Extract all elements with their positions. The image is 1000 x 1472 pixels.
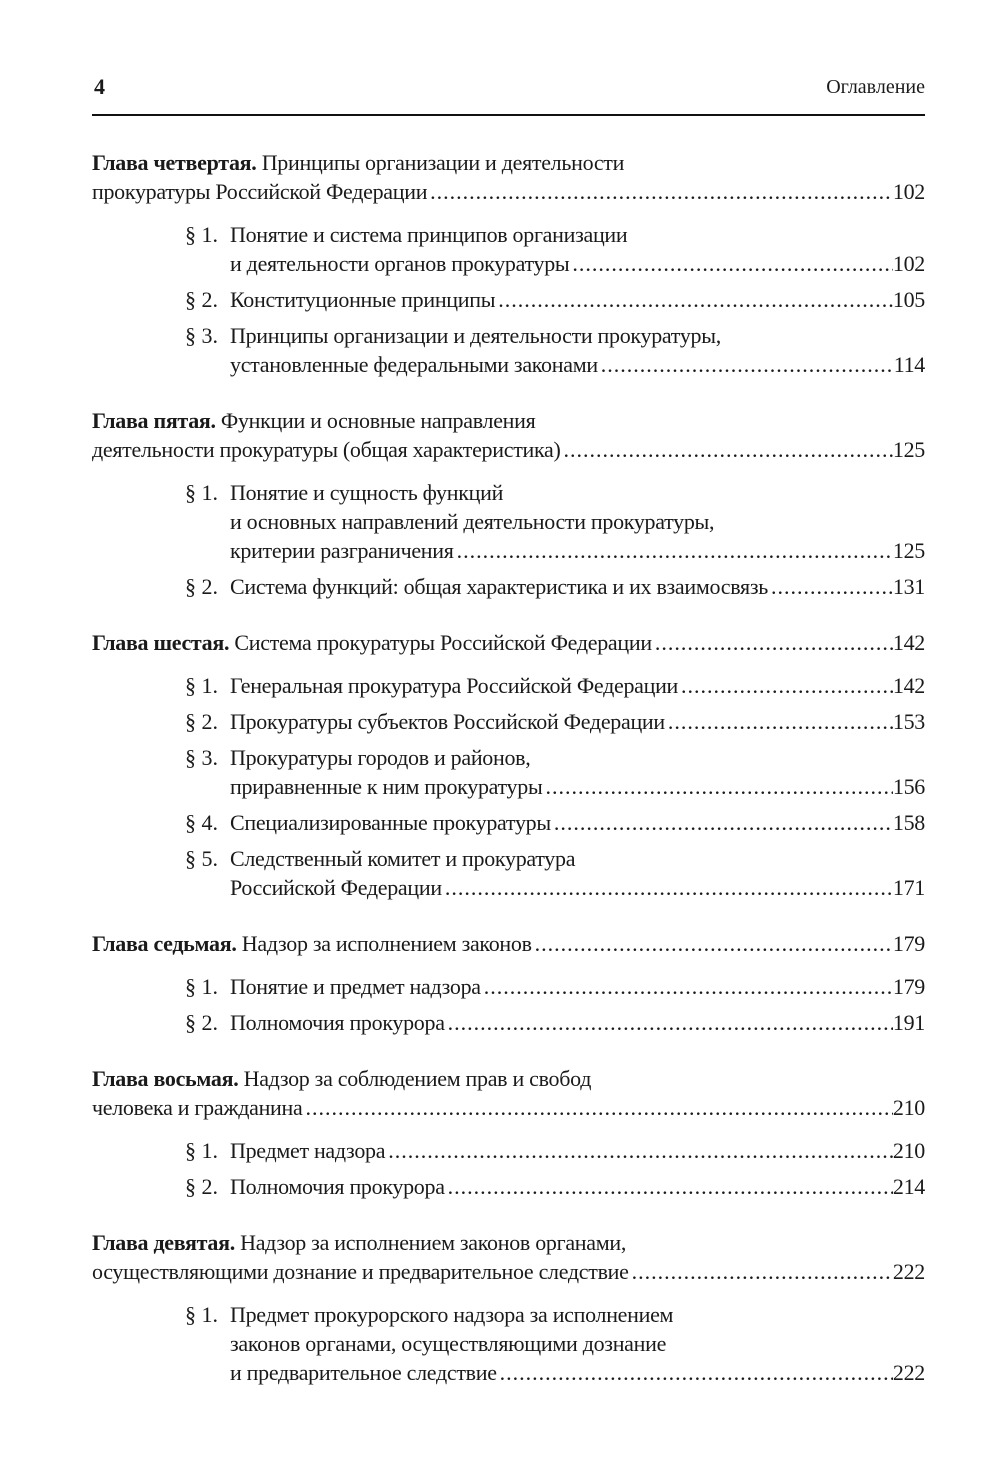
entry-line (230, 808, 925, 837)
entry-title-text: Функции и основные направления (220, 408, 536, 433)
entry-text (230, 480, 503, 505)
section-number: § 4. (185, 810, 218, 835)
entry-text (230, 808, 551, 837)
entry-line (230, 844, 925, 873)
chapter-entry (92, 929, 925, 1037)
entry-line (92, 435, 925, 464)
entry-text (230, 249, 569, 278)
running-header (92, 72, 925, 102)
page-ref: 179 (892, 931, 925, 956)
chapter-label: Глава девятая. (92, 1230, 235, 1255)
section-entry (92, 844, 925, 902)
entry-text (230, 222, 627, 247)
entry-title-text: Предмет надзора (230, 1138, 386, 1163)
entry-title-text: прокуратуры Российской Федерации (92, 179, 428, 204)
section-entry (92, 1008, 925, 1037)
entry-text (92, 1257, 629, 1286)
entry-text (92, 150, 624, 175)
entry-line (230, 873, 925, 902)
entry-text (92, 177, 427, 206)
section-entry (92, 707, 925, 736)
entry-line (230, 249, 925, 278)
section-number: § 2. (185, 1174, 218, 1199)
entry-text (92, 435, 561, 464)
entry-text (230, 1358, 497, 1387)
entry-title-text: Надзор за исполнением законов (241, 931, 532, 956)
entry-line (230, 507, 925, 536)
page-ref: 114 (893, 352, 925, 377)
entry-line (230, 536, 925, 565)
page-ref: 222 (892, 1360, 925, 1385)
entry-text (230, 745, 530, 770)
entry-title-text: Полномочия прокурора (230, 1174, 445, 1199)
dot-leader (551, 808, 893, 837)
dot-leader (497, 1358, 893, 1387)
entry-title-text: Надзор за исполнением законов органами, (240, 1230, 627, 1255)
entry-text (230, 1302, 673, 1327)
page-ref: 142 (892, 630, 925, 655)
page-ref: 125 (892, 437, 925, 462)
entry-text (92, 628, 652, 657)
entry-line (230, 772, 925, 801)
entry-text (230, 972, 481, 1001)
section-number: § 5. (185, 846, 218, 871)
entry-text (230, 707, 665, 736)
dot-leader (768, 572, 893, 601)
dot-leader (442, 873, 893, 902)
section-list (92, 972, 925, 1037)
dot-leader (302, 1093, 892, 1122)
section-number: § 2. (185, 287, 218, 312)
entry-line (230, 972, 925, 1001)
entry-title-text: Прокуратуры городов и районов, (230, 745, 531, 770)
entry-text (230, 536, 454, 565)
entry-line (230, 285, 925, 314)
section-entry (92, 1300, 925, 1387)
entry-line (230, 1172, 925, 1201)
section-number: § 1. (185, 673, 218, 698)
page-ref: 179 (892, 974, 925, 999)
entry-line (230, 743, 925, 772)
entry-title-text: Специализированные прокуратуры (230, 810, 551, 835)
dot-leader (532, 929, 893, 958)
section-number: § 3. (185, 745, 218, 770)
section-entry (92, 478, 925, 565)
entry-title-text: Система функций: общая характеристика и их взаимосвязь (230, 574, 768, 599)
section-list (92, 1300, 925, 1387)
dot-leader (665, 707, 893, 736)
page-ref: 125 (892, 538, 925, 563)
entry-title-text: Система прокуратуры Российской Федерации (234, 630, 652, 655)
chapter-entry (92, 406, 925, 601)
entry-text (92, 408, 535, 433)
chapter-entry (92, 148, 925, 379)
dot-leader (598, 350, 894, 379)
chapter-label: Глава пятая. (92, 408, 216, 433)
section-entry (92, 321, 925, 379)
entry-title-text: критерии разграничения (230, 538, 454, 563)
dot-leader (495, 285, 893, 314)
entry-title-text: Понятие и предмет надзора (230, 974, 481, 999)
entry-text (230, 1172, 445, 1201)
page-ref: 191 (892, 1010, 925, 1035)
entry-line (92, 929, 925, 958)
entry-title-text: Надзор за соблюдением прав и свобод (243, 1066, 592, 1091)
entry-title-text: деятельности прокуратуры (общая характеристика) (92, 437, 561, 462)
section-number: § 1. (185, 480, 218, 505)
dot-leader (542, 772, 892, 801)
page-ref: 156 (892, 774, 925, 799)
section-entry (92, 743, 925, 801)
entry-title-text: Конституционные принципы (230, 287, 496, 312)
entry-text (230, 1008, 445, 1037)
entry-title-text: человека и гражданина (92, 1095, 303, 1120)
entry-title-text: Генеральная прокуратура Российской Федерации (230, 673, 679, 698)
page-ref: 131 (892, 574, 925, 599)
chapter-label: Глава четвертая. (92, 150, 257, 175)
entry-line (230, 321, 925, 350)
page-number: 4 (94, 74, 105, 99)
entry-text (230, 509, 714, 534)
section-list (92, 1136, 925, 1201)
entry-line (230, 1329, 925, 1358)
dot-leader (561, 435, 893, 464)
dot-leader (445, 1008, 893, 1037)
entry-text (92, 929, 532, 958)
entry-title-text: и основных направлений деятельности прокуратуры, (230, 509, 715, 534)
entry-title-text: Понятие и система принципов организации (230, 222, 628, 247)
entry-title-text: приравненные к ним прокуратуры (230, 774, 543, 799)
entry-line (230, 1300, 925, 1329)
dot-leader (569, 249, 892, 278)
entry-text (230, 572, 768, 601)
entry-line (92, 1257, 925, 1286)
entry-line (92, 1093, 925, 1122)
entry-title-text: Понятие и сущность функций (230, 480, 504, 505)
dot-leader (481, 972, 893, 1001)
entry-line (92, 177, 925, 206)
section-number: § 2. (185, 1010, 218, 1035)
section-number: § 1. (185, 1138, 218, 1163)
page-ref: 210 (892, 1138, 925, 1163)
page-ref: 158 (892, 810, 925, 835)
entry-text (230, 772, 542, 801)
section-entry (92, 220, 925, 278)
entry-line (92, 148, 925, 177)
entry-text (230, 671, 678, 700)
section-number: § 1. (185, 1302, 218, 1327)
section-entry (92, 1172, 925, 1201)
section-entry (92, 972, 925, 1001)
page-ref: 171 (892, 875, 925, 900)
dot-leader (629, 1257, 893, 1286)
entry-text (230, 846, 575, 871)
entry-text (92, 1230, 626, 1255)
chapter-entry (92, 1064, 925, 1201)
chapter-entry (92, 628, 925, 902)
entry-title-text: и предварительное следствие (230, 1360, 497, 1385)
dot-leader (678, 671, 893, 700)
section-list (92, 478, 925, 601)
entry-text (230, 285, 495, 314)
entry-line (92, 628, 925, 657)
entry-line (230, 1358, 925, 1387)
section-list (92, 671, 925, 902)
entry-text (92, 1066, 591, 1091)
entry-title-text: и деятельности органов прокуратуры (230, 251, 570, 276)
entry-line (230, 707, 925, 736)
chapter-entry (92, 1228, 925, 1387)
chapter-label: Глава восьмая. (92, 1066, 239, 1091)
entry-title-text: Прокуратуры субъектов Российской Федерации (230, 709, 665, 734)
entry-line (92, 1228, 925, 1257)
page-ref: 102 (892, 179, 925, 204)
dot-leader (385, 1136, 893, 1165)
section-entry (92, 285, 925, 314)
entry-text (230, 1136, 385, 1165)
entry-title-text: Следственный комитет и прокуратура (230, 846, 576, 871)
page-ref: 222 (892, 1259, 925, 1284)
entry-line (230, 671, 925, 700)
entry-line (230, 1136, 925, 1165)
section-number: § 2. (185, 709, 218, 734)
entry-title-text: установленные федеральными законами (230, 352, 598, 377)
page-ref: 210 (892, 1095, 925, 1120)
page-ref: 142 (892, 673, 925, 698)
section-entry (92, 1136, 925, 1165)
entry-line (92, 1064, 925, 1093)
dot-leader (652, 628, 893, 657)
chapter-label: Глава шестая. (92, 630, 230, 655)
entry-line (230, 478, 925, 507)
section-list (92, 220, 925, 379)
entry-line (230, 350, 925, 379)
dot-leader (427, 177, 893, 206)
entry-text (230, 323, 721, 348)
entry-title-text: Полномочия прокурора (230, 1010, 445, 1035)
section-number: § 1. (185, 974, 218, 999)
entry-line (92, 406, 925, 435)
entry-line (230, 1008, 925, 1037)
entry-text (230, 1331, 666, 1356)
entry-title-text: Принципы организации и деятельности (261, 150, 625, 175)
entry-title-text: осуществляющими дознание и предварительное следствие (92, 1259, 629, 1284)
entry-title-text: Принципы организации и деятельности прокуратуры, (230, 323, 721, 348)
section-number: § 3. (185, 323, 218, 348)
chapter-label: Глава седьмая. (92, 931, 237, 956)
entry-line (230, 572, 925, 601)
entry-line (230, 220, 925, 249)
running-title: Оглавление (826, 76, 925, 98)
entry-text (230, 873, 442, 902)
section-entry (92, 808, 925, 837)
section-number: § 1. (185, 222, 218, 247)
entry-text (230, 350, 598, 379)
table-of-contents (92, 148, 925, 1387)
page-ref: 153 (892, 709, 925, 734)
header-rule (92, 114, 925, 116)
section-entry (92, 572, 925, 601)
section-number: § 2. (185, 574, 218, 599)
entry-title-text: законов органами, осуществляющими дознание (230, 1331, 667, 1356)
page-ref: 105 (892, 287, 925, 312)
page-ref: 214 (892, 1174, 925, 1199)
section-entry (92, 671, 925, 700)
dot-leader (454, 536, 893, 565)
entry-title-text: Российской Федерации (230, 875, 442, 900)
entry-title-text: Предмет прокурорского надзора за исполнением (230, 1302, 674, 1327)
page-ref: 102 (892, 251, 925, 276)
dot-leader (445, 1172, 893, 1201)
entry-text (92, 1093, 302, 1122)
